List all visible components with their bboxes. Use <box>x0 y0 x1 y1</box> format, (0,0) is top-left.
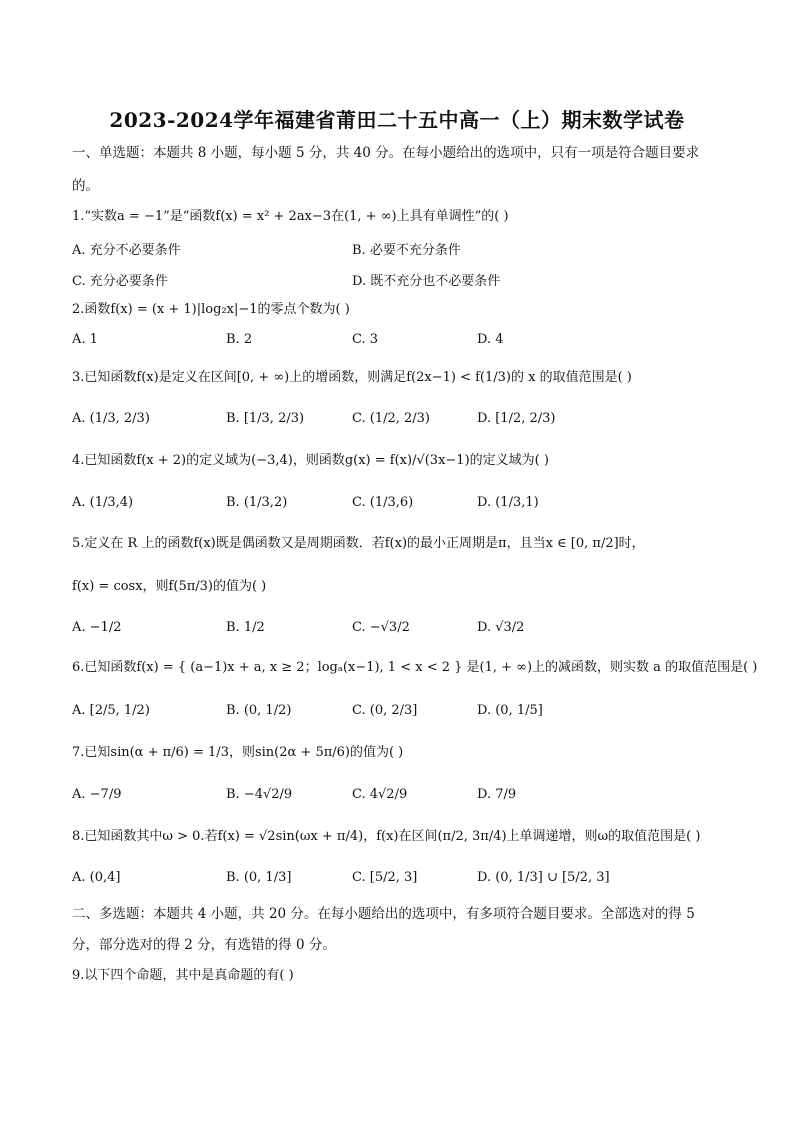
question-2-option-b: B. 2 <box>226 332 253 347</box>
question-4-stem: 4.已知函数f(x + 2)的定义域为(−3,4)，则函数g(x) = f(x)/√(3x−1)的定义域为( ) <box>72 453 549 468</box>
question-6-option-b: B. (0, 1/2) <box>226 703 292 718</box>
question-8-option-c: C. [5/2, 3] <box>352 870 418 885</box>
section-1-heading-cont: 的。 <box>72 178 99 194</box>
question-4-option-d: D. (1/3,1) <box>477 495 539 510</box>
question-2-options <box>72 332 732 352</box>
question-9-stem: 9.以下四个命题，其中是真命题的有( ) <box>72 968 294 983</box>
question-6-stem: 6.已知函数f(x) = { (a−1)x + a, x ≥ 2；logₐ(x−1), 1 < x < 2 } 是(1, + ∞)上的减函数，则实数 a 的取值范围是( ) <box>72 660 758 675</box>
question-7-option-d: D. 7/9 <box>477 787 517 802</box>
question-3-option-c: C. (1/2, 2/3) <box>352 411 430 426</box>
question-7-options <box>72 787 732 807</box>
question-7-stem: 7.已知sin(α + π/6) = 1/3，则sin(2α + 5π/6)的值为( ) <box>72 745 404 760</box>
question-1-option-c: C. 充分必要条件 <box>72 274 168 289</box>
question-6-options <box>72 703 732 723</box>
section-2-heading-cont: 分，部分选对的得 2 分，有选错的得 0 分。 <box>72 937 336 953</box>
question-1-option-d: D. 既不充分也不必要条件 <box>352 274 501 289</box>
question-6-option-c: C. (0, 2/3] <box>352 703 418 718</box>
question-5-stem: 5.定义在 R 上的函数f(x)既是偶函数又是周期函数．若f(x)的最小正周期是π，且当x ∈ [0, π/2]时， <box>72 536 645 551</box>
question-6-option-a: A. [2/5, 1/2) <box>72 703 150 718</box>
question-1-options-row2 <box>72 270 732 290</box>
question-3-option-d: D. [1/2, 2/3) <box>477 411 556 426</box>
question-3-option-a: A. (1/3, 2/3) <box>72 411 150 426</box>
question-7-option-b: B. −4√2/9 <box>226 787 293 802</box>
question-4-option-a: A. (1/3,4) <box>72 495 134 510</box>
question-8-option-d: D. (0, 1/3] ∪ [5/2, 3] <box>477 870 610 885</box>
question-3-stem: 3.已知函数f(x)是定义在区间[0, + ∞)上的增函数，则满足f(2x−1) < f(1/3)的 x 的取值范围是( ) <box>72 370 632 385</box>
question-2-option-c: C. 3 <box>352 332 379 347</box>
question-5-option-a: A. −1/2 <box>72 620 122 635</box>
question-4-options <box>72 495 732 515</box>
question-4-option-b: B. (1/3,2) <box>226 495 288 510</box>
question-7-option-c: C. 4√2/9 <box>352 787 408 802</box>
section-1-heading: 一、单选题：本题共 8 小题，每小题 5 分，共 40 分。在每小题给出的选项中，只有一项是符合题目要求 <box>72 145 700 161</box>
question-1-option-a: A. 充分不必要条件 <box>72 243 181 258</box>
question-8-options <box>72 870 732 890</box>
question-4-option-c: C. (1/3,6) <box>352 495 414 510</box>
question-6-option-d: D. (0, 1/5] <box>477 703 543 718</box>
question-5-option-d: D. √3/2 <box>477 620 525 635</box>
question-3-options <box>72 411 732 431</box>
question-2-stem: 2.函数f(x) = (x + 1)|log₂x|−1的零点个数为( ) <box>72 302 350 317</box>
question-5-option-c: C. −√3/2 <box>352 620 410 635</box>
question-1-stem: 1.“实数a = −1”是“函数f(x) = x² + 2ax−3在(1, + ∞)上具有单调性”的( ) <box>72 209 509 224</box>
question-7-option-a: A. −7/9 <box>72 787 122 802</box>
question-5-stem-cont: f(x) = cosx，则f(5π/3)的值为( ) <box>72 579 267 594</box>
question-3-option-b: B. [1/3, 2/3) <box>226 411 305 426</box>
question-2-option-a: A. 1 <box>72 332 98 347</box>
section-2-heading: 二、多选题：本题共 4 小题，共 20 分。在每小题给出的选项中，有多项符合题目要求。全部选对的得 5 <box>72 906 695 922</box>
question-1-options <box>72 239 732 259</box>
question-2-option-d: D. 4 <box>477 332 504 347</box>
question-1-option-b: B. 必要不充分条件 <box>352 243 461 258</box>
question-5-options <box>72 620 732 640</box>
question-8-option-a: A. (0,4] <box>72 870 121 885</box>
question-8-stem: 8.已知函数其中ω > 0.若f(x) = √2sin(ωx + π/4)，f(x)在区间(π/2, 3π/4)上单调递增，则ω的取值范围是( ) <box>72 829 701 844</box>
question-5-option-b: B. 1/2 <box>226 620 265 635</box>
question-8-option-b: B. (0, 1/3] <box>226 870 292 885</box>
page-title: 2023-2024学年福建省莆田二十五中高一（上）期末数学试卷 <box>109 108 685 132</box>
